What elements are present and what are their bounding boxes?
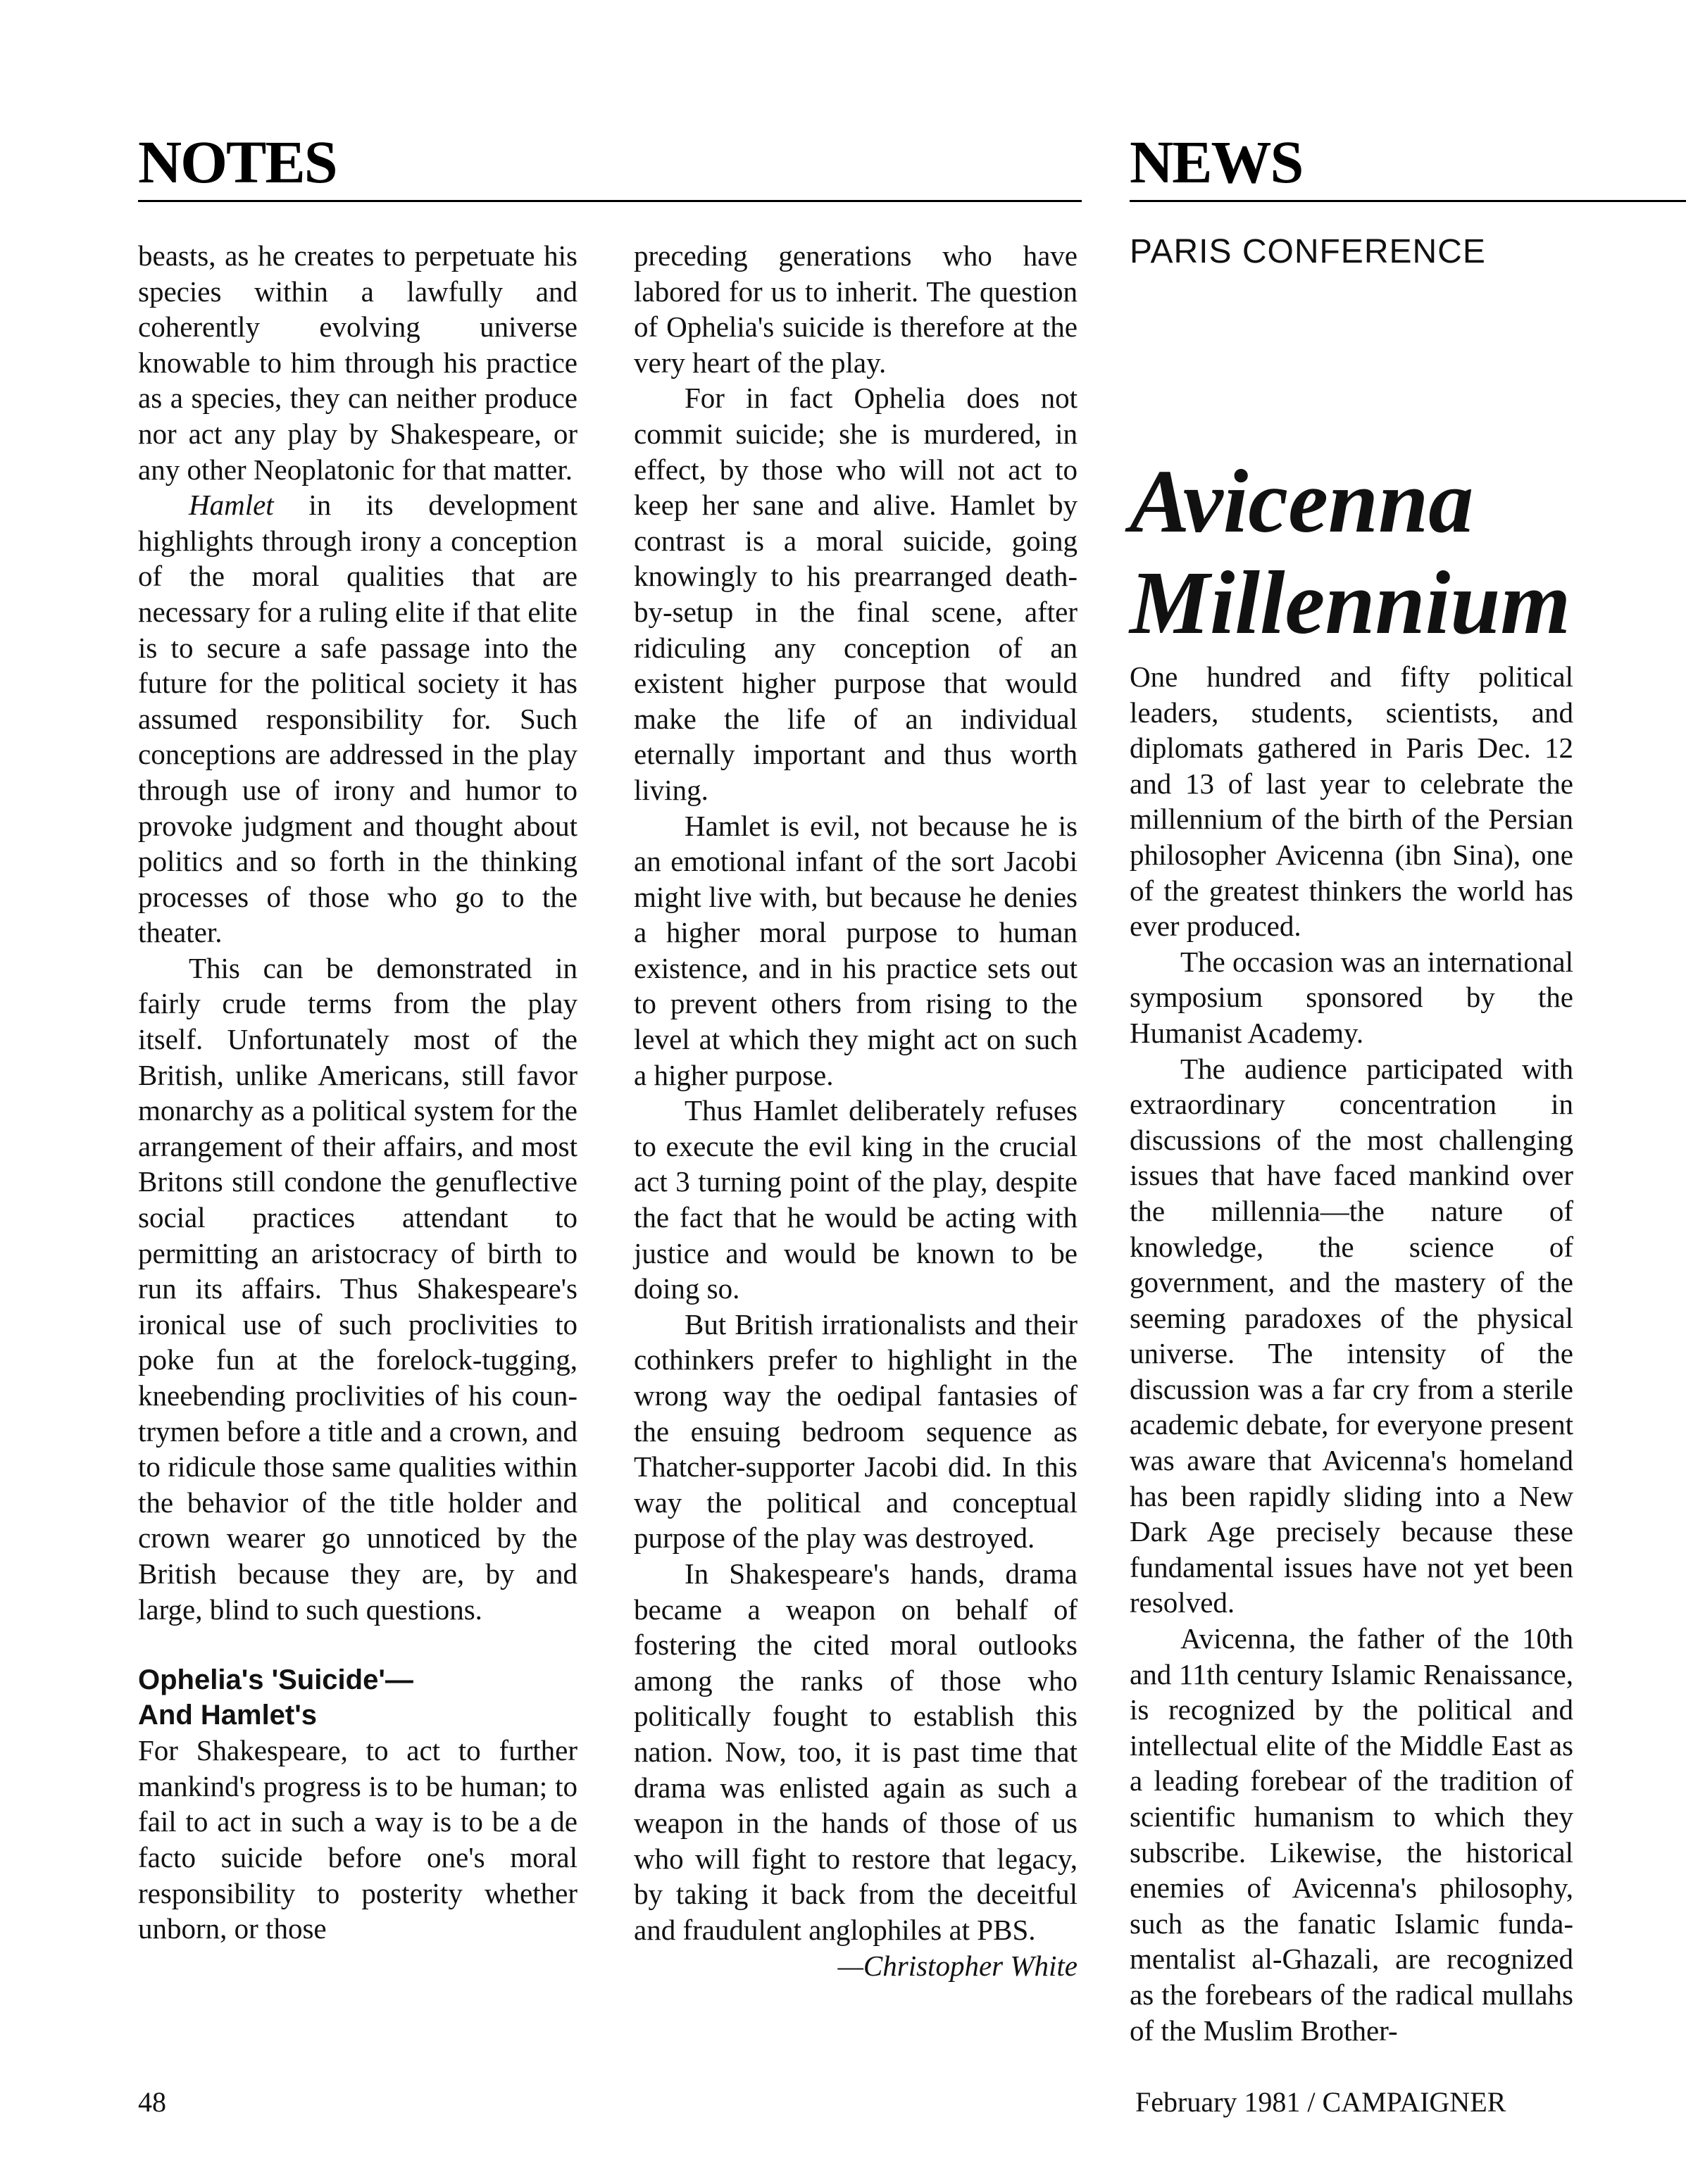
headline-line: Avicenna bbox=[1130, 451, 1474, 551]
paragraph: preceding generations who have labored for us to inherit. The question of Ophelia's suicide is therefore at the very heart of the play. bbox=[634, 239, 1078, 379]
paragraph: The audience participated with extraordinary concentration in discussions of the most challenging issues that have faced mankind over the millennia—the nature of knowledge, the science of government, and the mastery of the seeming paradoxes of the physical universe. The intensity of the discussion was a far cry from a sterile academic debate, for everyone present was aware that Avicenna's homeland has been rapidly sliding into a New Dark Age precisely because these fundamental issues have not yet been resolved. bbox=[1130, 1052, 1573, 1619]
paragraph: But British irrationalists and their cothinkers prefer to highlight in the wrong way the oedipal fantasies of the ensuing bedroom sequence as Thatcher-supporter Jacobi did. In this way the political and conceptual purpose of the play was destroyed. bbox=[634, 1307, 1078, 1555]
paragraph: One hundred and fifty political leaders, students, scientists, and diplomats gathered in Paris Dec. 12 and 13 of last year to celebrate the millennium of the birth of the Persian philosopher Avicenna (ibn Sina), one of the greatest thinkers the world has ever produced. bbox=[1130, 660, 1573, 943]
notes-header-rule bbox=[138, 200, 1082, 202]
emphasis-hamlet: Hamlet bbox=[189, 489, 274, 522]
paragraph: This can be demonstrated in fairly crude terms from the play itself. Unfortunately most of the British, unlike Americans, still favor monarchy as a political system for the arrangement of their affairs, and most Britons still condone the genuflective social practices attendant to permitting an aristocracy of birth to run its affairs. Thus Shakespeare's ironical use of such proclivities to poke fun at the forelock-tugging, kneebending proclivities of his countrymen before a title and a crown, and to ridicule those same qualities within the behavior of the title holder and crown wearer go unnoticed by the British because they are, by and large, blind to such questions. bbox=[138, 951, 577, 1626]
paragraph bbox=[138, 487, 577, 950]
paragraph: Hamlet is evil, not because he is an emotional infant of the sort Jacobi might live with, but because he denies a higher moral purpose to human existence, and in his practice sets out to prevent others from rising to the level at which they might act on such a higher purpose. bbox=[634, 809, 1078, 1091]
paragraph: In Shakespeare's hands, drama became a weapon on behalf of fostering the cited moral outlooks among the ranks of those who politically fought to establish this nation. Now, too, it is past time that drama was enlisted again as such a weapon in the hands of those of us who will fight to restore that legacy, by taking it back from the deceitful and fraudulent anglophiles at PBS. bbox=[634, 1557, 1078, 1946]
subheading bbox=[138, 1662, 577, 1733]
byline: —Christopher White bbox=[837, 1949, 1078, 1982]
news-headline bbox=[1130, 451, 1637, 653]
subheading-line: And Hamlet's bbox=[138, 1700, 318, 1731]
paragraph: For Shakespeare, to act to further mankind's progress is to be human; to fail to act in such a way is to be a de facto suicide before one's moral responsibility to posterity whether unborn, or those bbox=[138, 1734, 577, 1945]
headline-line: Millennium bbox=[1130, 553, 1571, 653]
paragraph: beasts, as he creates to perpetuate his species within a lawfully and coherently evolving universe knowable to him through his practice as a species, they can neither produce nor act any play by Shakespeare, or any other Neoplatonic for that matter. bbox=[138, 239, 577, 486]
issue-label: February 1981 / CAMPAIGNER bbox=[1135, 2086, 1506, 2118]
news-kicker: PARIS CONFERENCE bbox=[1130, 233, 1486, 270]
paragraph: Avicenna, the father of the 10th and 11th century Islamic Renaissance, is recognized by the political and intellectual elite of the Middle East as a leading forebear of the tradition of scientific humanism to which they subscribe. Likewise, the historical enemies of Avicenna's philosophy, such as the fanatic Islamic fundamentalist al-Ghazali, are recognized as the forebears of the radical mullahs of the Muslim Brother- bbox=[1130, 1622, 1573, 2047]
paragraph: Thus Hamlet deliberately refuses to execute the evil king in the crucial act 3 turning point of the play, despite the fact that he would be acting with justice and would be known to be doing so. bbox=[634, 1094, 1078, 1305]
paragraph: For in fact Ophelia does not commit suicide; she is murdered, in effect, by those who will not act to keep her sane and alive. Hamlet by contrast is a moral suicide, going knowingly to his prearranged death-by-setup in the final scene, after ridiculing any conception of an existent higher purpose that would make the life of an individual eternally important and thus worth living. bbox=[634, 382, 1078, 806]
notes-column-1 bbox=[138, 238, 577, 1947]
page-number: 48 bbox=[138, 2086, 166, 2118]
news-header-rule bbox=[1130, 200, 1686, 202]
notes-section-heading: NOTES bbox=[138, 128, 337, 196]
paragraph: The occasion was an international symposium sponsored by the Humanist Academy. bbox=[1130, 945, 1573, 1049]
notes-column-2 bbox=[634, 238, 1078, 1983]
news-section-heading: NEWS bbox=[1130, 128, 1303, 196]
paragraph-text: in its development highlights through irony a conception of the moral qualities that are necessary for a ruling elite if that elite is to secure a safe passage into the future for the political society it has assumed responsibility for. Such conceptions are addressed in the play through use of irony and humor to provoke judgment and thought about politics and so forth in the thinking processes of those who go to the theater. bbox=[138, 489, 577, 949]
subheading-line: Ophelia's 'Suicide'— bbox=[138, 1664, 413, 1696]
news-column bbox=[1130, 659, 1573, 2048]
